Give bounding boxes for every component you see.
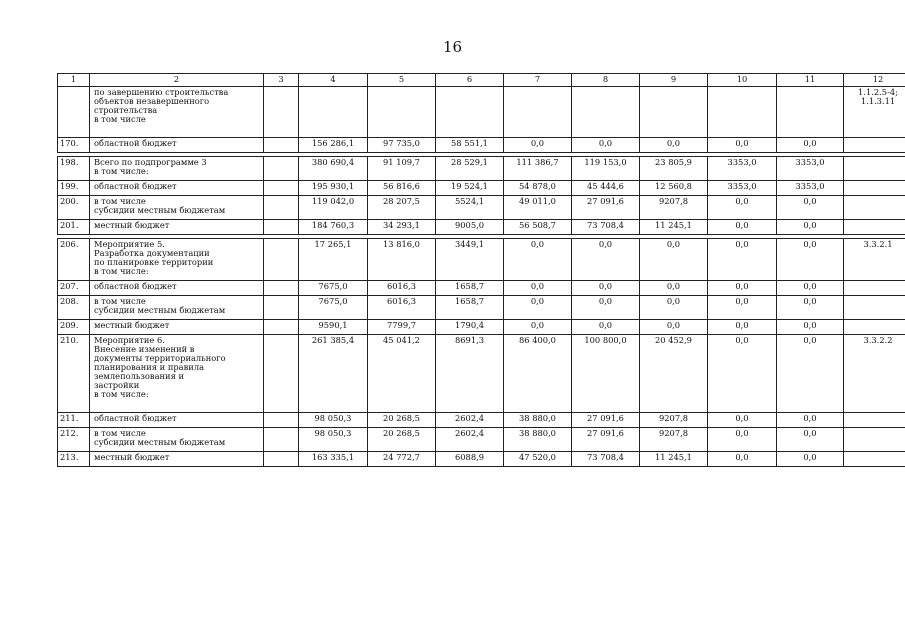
column-3-cell bbox=[264, 335, 299, 413]
code-cell bbox=[844, 157, 905, 181]
row-name: областной бюджет bbox=[90, 281, 264, 296]
table-row bbox=[58, 452, 905, 467]
row-name: местный бюджет bbox=[90, 220, 264, 235]
value-cell bbox=[299, 87, 368, 138]
code-cell bbox=[844, 220, 905, 235]
value-cell: 9590,1 bbox=[299, 320, 368, 335]
value-cell: 7675,0 bbox=[299, 281, 368, 296]
value-cell: 0,0 bbox=[504, 296, 572, 320]
budget-table bbox=[57, 73, 905, 467]
value-cell: 0,0 bbox=[708, 220, 777, 235]
code-cell bbox=[844, 320, 905, 335]
value-cell: 11 245,1 bbox=[640, 452, 708, 467]
value-cell: 0,0 bbox=[572, 138, 640, 153]
column-header: 10 bbox=[708, 74, 777, 87]
value-cell: 0,0 bbox=[708, 239, 777, 281]
value-cell: 0,0 bbox=[777, 196, 844, 220]
row-number: 207. bbox=[58, 281, 90, 296]
row-name: в том числе субсидии местным бюджетам bbox=[90, 296, 264, 320]
value-cell: 34 293,1 bbox=[368, 220, 436, 235]
code-cell bbox=[844, 296, 905, 320]
table-row bbox=[58, 239, 905, 281]
table-row bbox=[58, 335, 905, 413]
value-cell bbox=[368, 87, 436, 138]
value-cell: 73 708,4 bbox=[572, 220, 640, 235]
value-cell: 23 805,9 bbox=[640, 157, 708, 181]
value-cell: 1658,7 bbox=[436, 281, 504, 296]
value-cell: 7799,7 bbox=[368, 320, 436, 335]
code-cell bbox=[844, 428, 905, 452]
value-cell: 0,0 bbox=[504, 239, 572, 281]
table-body bbox=[58, 74, 905, 467]
row-name: местный бюджет bbox=[90, 452, 264, 467]
value-cell: 111 386,7 bbox=[504, 157, 572, 181]
value-cell: 0,0 bbox=[777, 452, 844, 467]
value-cell: 0,0 bbox=[572, 320, 640, 335]
value-cell: 27 091,6 bbox=[572, 428, 640, 452]
value-cell: 0,0 bbox=[708, 413, 777, 428]
value-cell: 0,0 bbox=[640, 296, 708, 320]
value-cell: 0,0 bbox=[572, 239, 640, 281]
row-number: 210. bbox=[58, 335, 90, 413]
value-cell: 5524,1 bbox=[436, 196, 504, 220]
row-name: областной бюджет bbox=[90, 413, 264, 428]
value-cell: 9207,8 bbox=[640, 428, 708, 452]
value-cell: 1658,7 bbox=[436, 296, 504, 320]
code-cell: 1.1.2.5-4; 1.1.3.11 bbox=[844, 87, 905, 138]
value-cell: 9207,8 bbox=[640, 413, 708, 428]
value-cell: 0,0 bbox=[708, 281, 777, 296]
value-cell: 28 207,5 bbox=[368, 196, 436, 220]
row-name: в том числе субсидии местным бюджетам bbox=[90, 196, 264, 220]
value-cell bbox=[640, 87, 708, 138]
code-cell bbox=[844, 138, 905, 153]
value-cell: 27 091,6 bbox=[572, 413, 640, 428]
page-number: 16 bbox=[442, 38, 463, 56]
code-cell: 3.3.2.2 bbox=[844, 335, 905, 413]
value-cell: 0,0 bbox=[708, 196, 777, 220]
row-number bbox=[58, 87, 90, 138]
row-number: 170. bbox=[58, 138, 90, 153]
value-cell: 156 286,1 bbox=[299, 138, 368, 153]
column-3-cell bbox=[264, 138, 299, 153]
row-number: 212. bbox=[58, 428, 90, 452]
column-3-cell bbox=[264, 181, 299, 196]
row-name: местный бюджет bbox=[90, 320, 264, 335]
value-cell: 38 880,0 bbox=[504, 413, 572, 428]
column-header: 4 bbox=[299, 74, 368, 87]
value-cell: 20 268,5 bbox=[368, 428, 436, 452]
value-cell: 11 245,1 bbox=[640, 220, 708, 235]
value-cell: 6088,9 bbox=[436, 452, 504, 467]
value-cell: 0,0 bbox=[640, 320, 708, 335]
value-cell: 3353,0 bbox=[777, 181, 844, 196]
code-cell: 3.3.2.1 bbox=[844, 239, 905, 281]
value-cell: 0,0 bbox=[777, 320, 844, 335]
value-cell bbox=[436, 87, 504, 138]
value-cell: 3353,0 bbox=[777, 157, 844, 181]
code-cell bbox=[844, 281, 905, 296]
value-cell: 119 153,0 bbox=[572, 157, 640, 181]
table-row bbox=[58, 157, 905, 181]
column-3-cell bbox=[264, 428, 299, 452]
value-cell: 0,0 bbox=[640, 138, 708, 153]
table-row bbox=[58, 87, 905, 138]
row-number: 199. bbox=[58, 181, 90, 196]
value-cell: 163 335,1 bbox=[299, 452, 368, 467]
value-cell: 47 520,0 bbox=[504, 452, 572, 467]
table-row bbox=[58, 196, 905, 220]
column-3-cell bbox=[264, 87, 299, 138]
column-3-cell bbox=[264, 320, 299, 335]
column-header: 1 bbox=[58, 74, 90, 87]
value-cell: 0,0 bbox=[777, 138, 844, 153]
table-row bbox=[58, 320, 905, 335]
value-cell: 7675,0 bbox=[299, 296, 368, 320]
value-cell: 2602,4 bbox=[436, 428, 504, 452]
value-cell: 2602,4 bbox=[436, 413, 504, 428]
value-cell: 86 400,0 bbox=[504, 335, 572, 413]
value-cell: 19 524,1 bbox=[436, 181, 504, 196]
value-cell: 17 265,1 bbox=[299, 239, 368, 281]
value-cell: 13 816,0 bbox=[368, 239, 436, 281]
value-cell: 0,0 bbox=[640, 281, 708, 296]
value-cell: 56 816,6 bbox=[368, 181, 436, 196]
value-cell: 0,0 bbox=[708, 320, 777, 335]
column-3-cell bbox=[264, 281, 299, 296]
value-cell: 0,0 bbox=[708, 138, 777, 153]
value-cell: 0,0 bbox=[777, 220, 844, 235]
row-number: 200. bbox=[58, 196, 90, 220]
value-cell: 0,0 bbox=[777, 281, 844, 296]
value-cell: 6016,3 bbox=[368, 296, 436, 320]
value-cell: 12 560,8 bbox=[640, 181, 708, 196]
column-header: 11 bbox=[777, 74, 844, 87]
code-cell bbox=[844, 452, 905, 467]
value-cell: 20 268,5 bbox=[368, 413, 436, 428]
column-header: 2 bbox=[90, 74, 264, 87]
table-row bbox=[58, 181, 905, 196]
value-cell: 38 880,0 bbox=[504, 428, 572, 452]
column-header: 5 bbox=[368, 74, 436, 87]
value-cell: 9207,8 bbox=[640, 196, 708, 220]
column-3-cell bbox=[264, 413, 299, 428]
value-cell bbox=[708, 87, 777, 138]
row-name: Мероприятие 6. Внесение изменений в документы территориального планирования и правила землепользования и застройки в том числе: bbox=[90, 335, 264, 413]
row-name: по завершению строительства объектов незавершенного строительства в том числе bbox=[90, 87, 264, 138]
value-cell: 0,0 bbox=[708, 452, 777, 467]
table-row bbox=[58, 220, 905, 235]
value-cell: 91 109,7 bbox=[368, 157, 436, 181]
code-cell bbox=[844, 196, 905, 220]
value-cell: 0,0 bbox=[708, 296, 777, 320]
column-3-cell bbox=[264, 196, 299, 220]
value-cell: 3353,0 bbox=[708, 157, 777, 181]
row-number: 201. bbox=[58, 220, 90, 235]
value-cell: 98 050,3 bbox=[299, 413, 368, 428]
column-header: 7 bbox=[504, 74, 572, 87]
value-cell: 0,0 bbox=[777, 428, 844, 452]
value-cell: 0,0 bbox=[504, 320, 572, 335]
column-3-cell bbox=[264, 157, 299, 181]
column-3-cell bbox=[264, 296, 299, 320]
column-3-cell bbox=[264, 239, 299, 281]
value-cell: 0,0 bbox=[708, 428, 777, 452]
value-cell bbox=[777, 87, 844, 138]
column-3-cell bbox=[264, 220, 299, 235]
value-cell: 0,0 bbox=[572, 281, 640, 296]
value-cell: 0,0 bbox=[504, 281, 572, 296]
value-cell: 45 041,2 bbox=[368, 335, 436, 413]
value-cell: 24 772,7 bbox=[368, 452, 436, 467]
value-cell: 3353,0 bbox=[708, 181, 777, 196]
value-cell: 20 452,9 bbox=[640, 335, 708, 413]
value-cell: 98 050,3 bbox=[299, 428, 368, 452]
value-cell: 54 878,0 bbox=[504, 181, 572, 196]
row-name: областной бюджет bbox=[90, 181, 264, 196]
value-cell: 195 930,1 bbox=[299, 181, 368, 196]
column-header: 9 bbox=[640, 74, 708, 87]
row-name: областной бюджет bbox=[90, 138, 264, 153]
value-cell: 0,0 bbox=[777, 296, 844, 320]
value-cell: 9005,0 bbox=[436, 220, 504, 235]
value-cell: 3449,1 bbox=[436, 239, 504, 281]
value-cell: 100 800,0 bbox=[572, 335, 640, 413]
column-3-cell bbox=[264, 452, 299, 467]
row-number: 198. bbox=[58, 157, 90, 181]
table-row bbox=[58, 296, 905, 320]
value-cell: 28 529,1 bbox=[436, 157, 504, 181]
table-row bbox=[58, 413, 905, 428]
value-cell: 184 760,3 bbox=[299, 220, 368, 235]
row-number: 208. bbox=[58, 296, 90, 320]
value-cell: 119 042,0 bbox=[299, 196, 368, 220]
row-name: в том числе субсидии местным бюджетам bbox=[90, 428, 264, 452]
row-number: 209. bbox=[58, 320, 90, 335]
header-row bbox=[58, 74, 905, 87]
column-header: 6 bbox=[436, 74, 504, 87]
column-header: 12 bbox=[844, 74, 905, 87]
row-number: 211. bbox=[58, 413, 90, 428]
value-cell: 380 690,4 bbox=[299, 157, 368, 181]
value-cell: 97 735,0 bbox=[368, 138, 436, 153]
value-cell: 8691,3 bbox=[436, 335, 504, 413]
code-cell bbox=[844, 413, 905, 428]
value-cell: 1790,4 bbox=[436, 320, 504, 335]
table-row bbox=[58, 281, 905, 296]
table-row bbox=[58, 428, 905, 452]
row-name: Всего по подпрограмме 3 в том числе: bbox=[90, 157, 264, 181]
value-cell: 27 091,6 bbox=[572, 196, 640, 220]
value-cell: 0,0 bbox=[504, 138, 572, 153]
table-row bbox=[58, 138, 905, 153]
value-cell bbox=[504, 87, 572, 138]
row-number: 213. bbox=[58, 452, 90, 467]
value-cell: 45 444,6 bbox=[572, 181, 640, 196]
value-cell: 0,0 bbox=[708, 335, 777, 413]
value-cell: 49 011,0 bbox=[504, 196, 572, 220]
value-cell: 73 708,4 bbox=[572, 452, 640, 467]
value-cell: 261 385,4 bbox=[299, 335, 368, 413]
value-cell: 56 508,7 bbox=[504, 220, 572, 235]
value-cell: 0,0 bbox=[640, 239, 708, 281]
code-cell bbox=[844, 181, 905, 196]
row-number: 206. bbox=[58, 239, 90, 281]
value-cell: 58 551,1 bbox=[436, 138, 504, 153]
value-cell: 6016,3 bbox=[368, 281, 436, 296]
value-cell: 0,0 bbox=[777, 335, 844, 413]
column-header: 3 bbox=[264, 74, 299, 87]
column-header: 8 bbox=[572, 74, 640, 87]
value-cell bbox=[572, 87, 640, 138]
value-cell: 0,0 bbox=[777, 239, 844, 281]
value-cell: 0,0 bbox=[777, 413, 844, 428]
value-cell: 0,0 bbox=[572, 296, 640, 320]
row-name: Мероприятие 5. Разработка документации по планировке территории в том числе: bbox=[90, 239, 264, 281]
